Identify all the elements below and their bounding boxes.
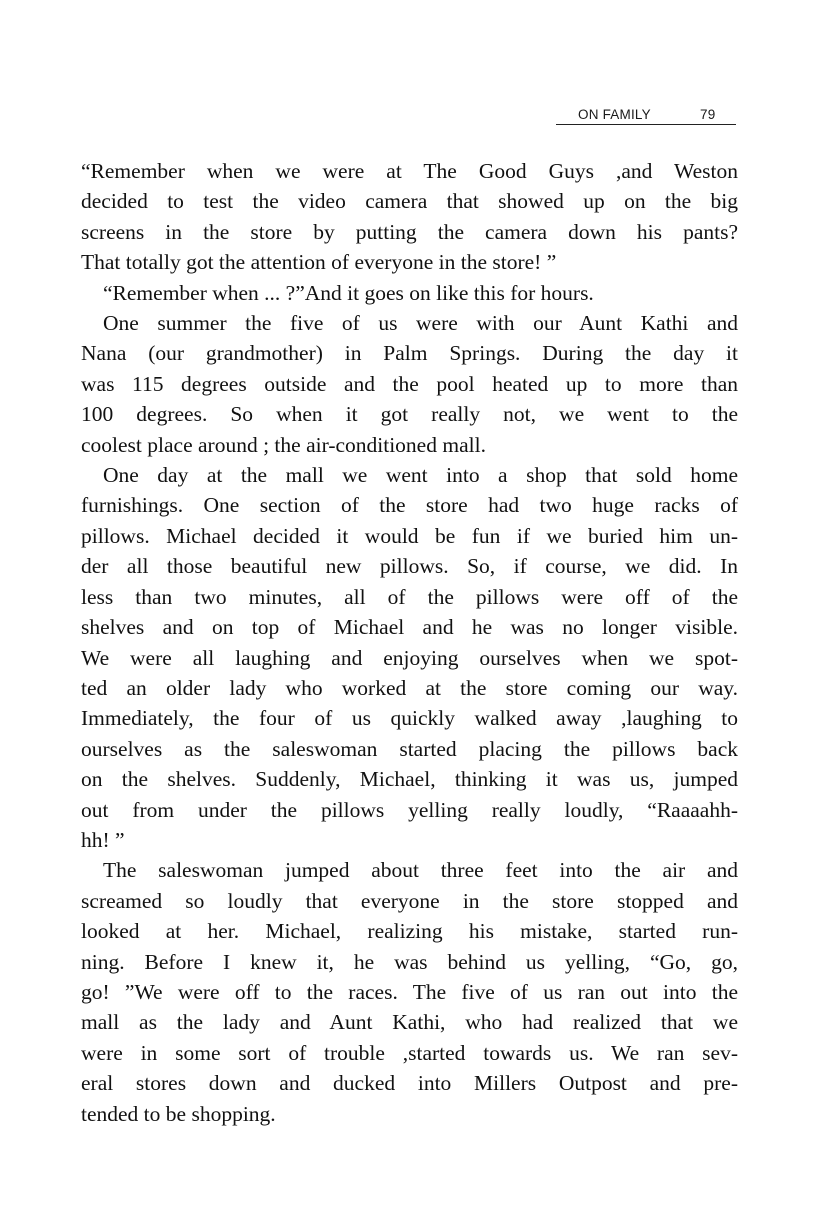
text-line: screamed so loudly that everyone in the store stopped and [81,888,738,913]
text-line: “Remember when ... ?”And it goes on like this for hours. [103,280,594,305]
text-line: Nana (our grandmother) in Palm Springs. During the day it [81,341,738,366]
text-line: coolest place around ; the air-conditioned mall. [81,432,486,457]
text-line: go! ”We were off to the races. The five of us ran out into the [81,979,738,1004]
text-line: out from under the pillows yelling really loudly, “Raaaahh- [81,797,738,822]
text-line: eral stores down and ducked into Millers Outpost and pre- [81,1071,738,1096]
text-line: shelves and on top of Michael and he was no longer visible. [81,615,738,640]
text-line: screens in the store by putting the camera down his pants? [81,219,738,244]
paragraph-1 [81,156,738,278]
text-line: One day at the mall we went into a shop that sold home [103,463,738,488]
text-line: ted an older lady who worked at the store coming our way. [81,675,738,700]
text-line: were in some sort of trouble ,started towards us. We ran sev- [81,1040,738,1065]
text-line: ourselves as the saleswoman started placing the pillows back [81,736,738,761]
body-text [81,156,738,1129]
text-line: tended to be shopping. [81,1101,276,1126]
running-head-title: ON FAMILY [578,107,651,122]
text-line: looked at her. Michael, realizing his mistake, started run- [81,919,738,944]
text-line: on the shelves. Suddenly, Michael, thinking it was us, jumped [81,767,738,792]
text-line: less than two minutes, all of the pillows were off of the [81,584,738,609]
text-line: was 115 degrees outside and the pool heated up to more than [81,371,738,396]
text-line: der all those beautiful new pillows. So, if course, we did. In [81,554,738,579]
text-line: Immediately, the four of us quickly walked away ,laughing to [81,706,738,731]
text-line: mall as the lady and Aunt Kathi, who had realized that we [81,1010,738,1035]
text-line: We were all laughing and enjoying ourselves when we spot- [81,645,738,670]
text-line: pillows. Michael decided it would be fun if we buried him un- [81,523,738,548]
paragraph-4 [81,460,738,855]
text-line: The saleswoman jumped about three feet into the air and [103,858,738,883]
text-line: 100 degrees. So when it got really not, we went to the [81,402,738,427]
text-line: “Remember when we were at The Good Guys ,and Weston [81,159,738,183]
text-line: hh! ” [81,827,125,852]
text-line: That totally got the attention of everyone in the store! ” [81,250,557,275]
text-line: ning. Before I knew it, he was behind us yelling, “Go, go, [81,949,738,974]
paragraph-5 [81,855,738,1129]
running-head [556,104,736,125]
paragraph-2 [81,278,738,308]
text-line: decided to test the video camera that showed up on the big [81,189,738,214]
paragraph-3 [81,308,738,460]
text-line: One summer the five of us were with our Aunt Kathi and [103,311,738,336]
text-line: furnishings. One section of the store had two huge racks of [81,493,738,518]
page-number: 79 [700,107,716,122]
